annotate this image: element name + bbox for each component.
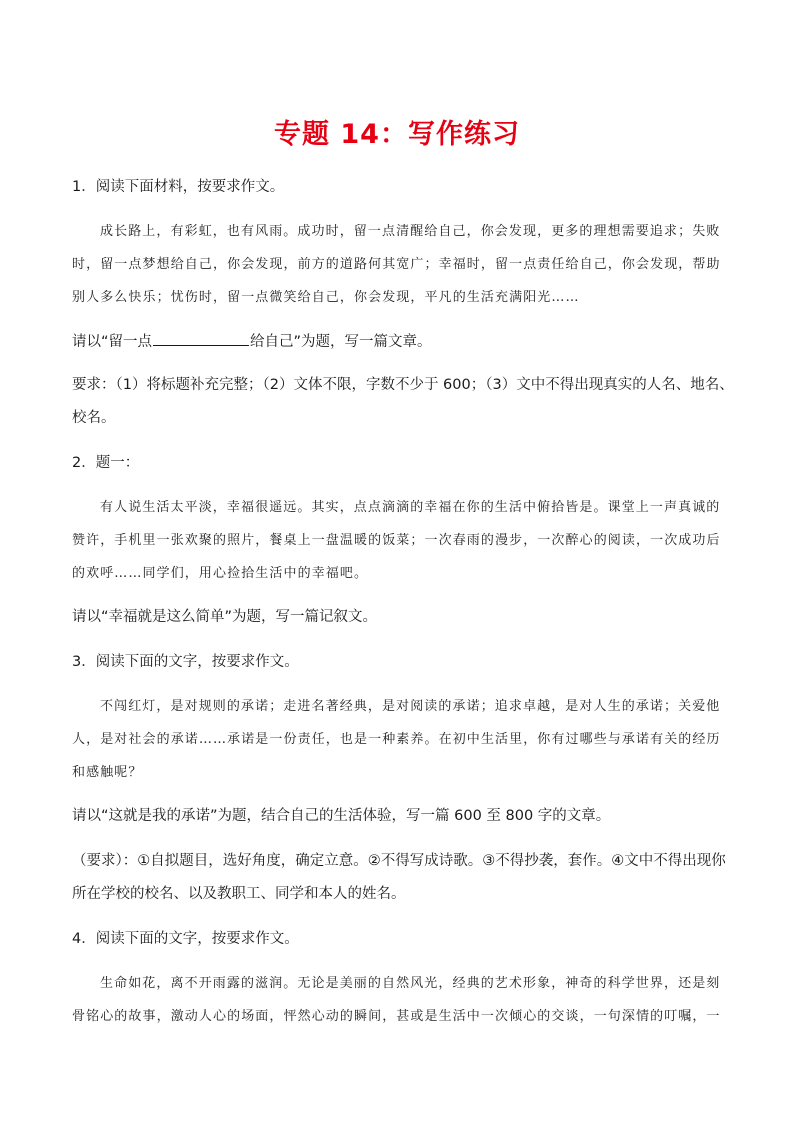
- q1-requirement-line: 要求：（1）将标题补充完整；（2）文体不限，字数不少于 600；（3）文中不得出现真实的人名、地名、: [72, 377, 734, 393]
- q3-task: 请以“这就是我的承诺”为题，结合自己的生活体验，写一篇 600 至 800 字的文章。: [72, 808, 611, 824]
- page-title: 专题 14：写作练习: [274, 119, 520, 150]
- q1-task-before: 请以“留一点: [72, 334, 153, 350]
- q1-material-line: 时，留一点梦想给自己，你会发现，前方的道路何其宽广；幸福时，留一点责任给自己，你会发现，帮助: [72, 257, 721, 272]
- q2-task: 请以“幸福就是这么简单”为题，写一篇记叙文。: [72, 609, 378, 625]
- q1-requirement-line: 校名。: [72, 410, 116, 426]
- q4-prompt: 4．阅读下面的文字，按要求作文。: [72, 931, 299, 947]
- q4-material-line: 生命如花，离不开雨露的滋润。无论是美丽的自然风光，经典的艺术形象，神奇的科学世界，还是刻: [100, 976, 721, 991]
- q3-material-line: 和感触呢？: [72, 765, 143, 780]
- q1-prompt: 1．阅读下面材料，按要求作文。: [72, 179, 285, 195]
- q2-material-line: 赞许，手机里一张欢聚的照片，餐桌上一盘温暖的饭菜；一次春雨的漫步，一次醉心的阅读，一次成功后: [72, 533, 721, 548]
- q1-material-line: 成长路上，有彩虹，也有风雨。成功时，留一点清醒给自己，你会发现，更多的理想需要追求；失败: [100, 224, 721, 239]
- q2-material-line: 有人说生活太平淡，幸福很遥远。其实，点点滴滴的幸福在你的生活中俯拾皆是。课堂上一声真诚的: [100, 500, 721, 515]
- q1-task-after: 给自己”为题，写一篇文章。: [250, 334, 432, 350]
- q3-requirement-line: 所在学校的校名、以及教职工、同学和本人的姓名。: [72, 886, 406, 902]
- q2-material-line: 的欢呼……同学们，用心捡拾生活中的幸福吧。: [72, 566, 369, 581]
- q1-material-line: 别人多么快乐；忧伤时，留一点微笑给自己，你会发现，平凡的生活充满阳光……: [72, 290, 580, 305]
- q3-requirement-line: （要求）：①自拟题目，选好角度，确定立意。②不得写成诗歌。③不得抄袭，套作。④文中不得出现你: [72, 853, 726, 869]
- q3-material-line: 人，是对社会的承诺……承诺是一份责任，也是一种素养。在初中生活里，你有过哪些与承诺有关的经历: [72, 732, 721, 747]
- q3-material-line: 不闯红灯，是对规则的承诺；走进名著经典，是对阅读的承诺；追求卓越，是对人生的承诺；关爱他: [100, 699, 721, 714]
- q4-material-line: 骨铭心的故事，激动人心的场面，怦然心动的瞬间，甚或是生活中一次倾心的交谈，一句深情的叮嘱，一: [72, 1009, 721, 1024]
- title-blank: [153, 331, 249, 346]
- q1-task: [72, 331, 732, 352]
- q3-prompt: 3．阅读下面的文字，按要求作文。: [72, 654, 299, 670]
- q2-prompt: 2．题一：: [72, 455, 140, 471]
